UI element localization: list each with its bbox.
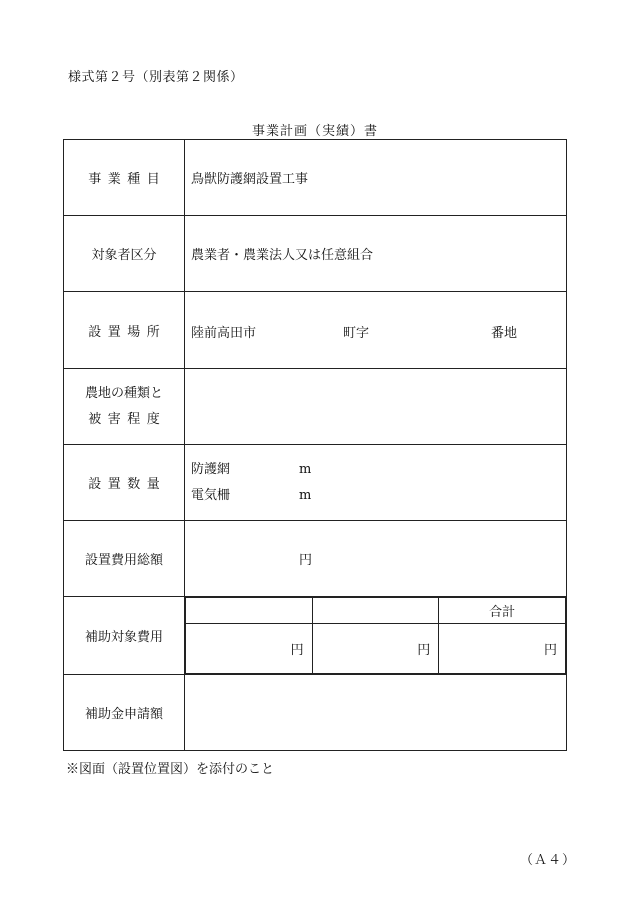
value-target-category[interactable]: 農業者・農業法人又は任意組合	[185, 216, 567, 292]
location-town: 町字	[343, 326, 370, 341]
value-subsidy-request[interactable]	[185, 675, 567, 751]
value-quantity[interactable]	[185, 445, 567, 521]
subsidy-col2-header	[312, 598, 439, 624]
subsidy-col1-value[interactable]: 円	[186, 624, 313, 674]
label-location: 設置場所	[64, 292, 185, 369]
value-total-cost[interactable]: 円	[185, 521, 567, 597]
quantity-fence-line: 電気柵 m	[191, 487, 312, 503]
row-subsidy-request	[64, 675, 567, 751]
subsidy-col2-value[interactable]: 円	[312, 624, 439, 674]
label-project-type: 事業種目	[64, 140, 185, 216]
label-quantity: 設置数量	[64, 445, 185, 521]
value-location[interactable]	[185, 292, 567, 369]
subsidy-total-header: 合計	[439, 598, 566, 624]
row-quantity	[64, 445, 567, 521]
row-total-cost	[64, 521, 567, 597]
label-target-category: 対象者区分	[64, 216, 185, 292]
row-farmland	[64, 369, 567, 445]
page-size-label: （Ａ４）	[520, 853, 577, 868]
row-project-type	[64, 140, 567, 216]
form-number-label: 様式第２号（別表第２関係）	[68, 70, 244, 85]
row-location	[64, 292, 567, 369]
subsidy-total-value[interactable]: 円	[439, 624, 566, 674]
row-subsidy-cost	[64, 597, 567, 675]
value-subsidy-cost	[185, 597, 567, 675]
label-subsidy-request: 補助金申請額	[64, 675, 185, 751]
document-title: 事業計画（実績）書	[251, 124, 378, 139]
subsidy-subgrid	[185, 597, 566, 674]
value-project-type[interactable]: 鳥獣防護網設置工事	[185, 140, 567, 216]
plan-table	[63, 139, 567, 751]
label-farmland: 農地の種類と 被害程度	[64, 369, 185, 445]
label-total-cost: 設置費用総額	[64, 521, 185, 597]
quantity-net-line: 防護網 m	[191, 461, 312, 477]
value-farmland[interactable]	[185, 369, 567, 445]
location-city: 陸前高田市	[191, 326, 257, 341]
label-subsidy-cost: 補助対象費用	[64, 597, 185, 675]
attachment-note: ※図面（設置位置図）を添付のこと	[66, 762, 275, 777]
subsidy-col1-header	[186, 598, 313, 624]
row-target-category	[64, 216, 567, 292]
location-lot: 番地	[491, 326, 518, 341]
